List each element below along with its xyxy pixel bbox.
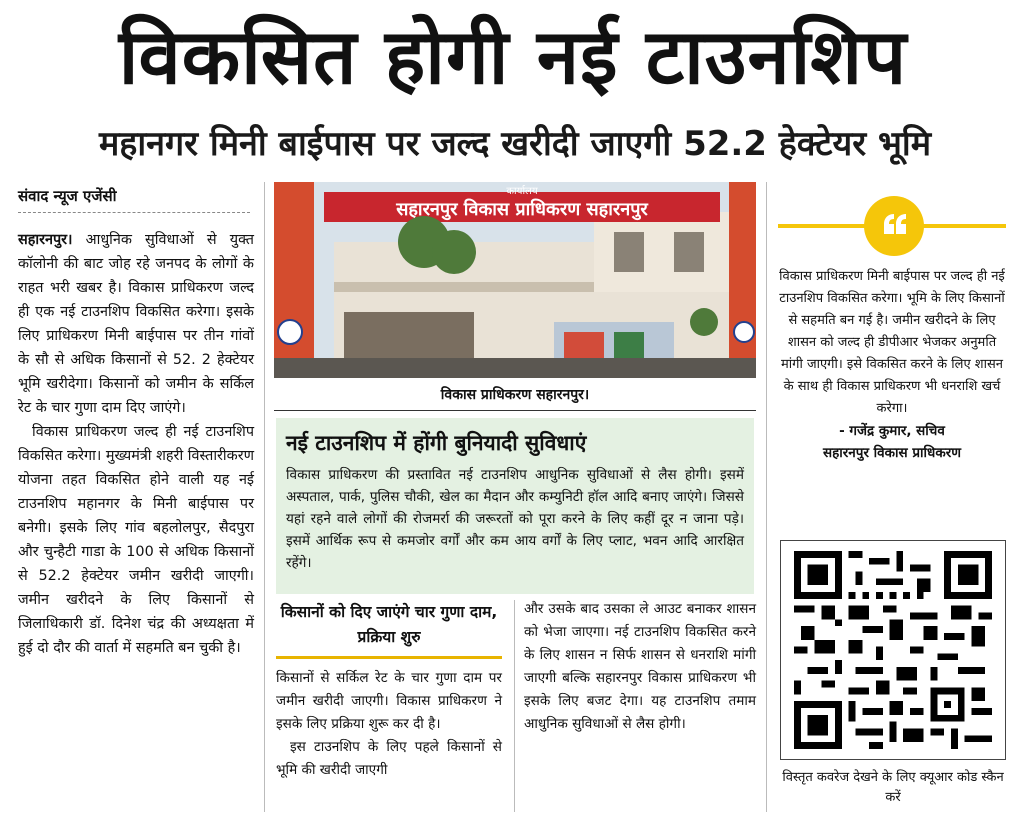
- facilities-box-body: विकास प्राधिकरण की प्रस्तावित नई टाउनशिप आधुनिक सुविधाओं से लैस होगी। इसमें अस्पताल, पार्क, पुलिस चौकी, खेल का मैदान और कम्युनिटी हॉल आदि बनाए जाएंगे। जिससे यहां रहने वाले लोगों की रोजमर्रा की जरूरतों को पूरा करने के लिए कहीं दूर न जाना पड़े। इसमें आर्थिक रूप से कमजोर वर्गों और कम आय वर्गों के लिए प्लाट, भवन आदि आरक्षित रहेंगे।: [286, 467, 744, 571]
- subsection-heading: किसानों को दिए जाएंगे चार गुणा दाम, प्रक्रिया शुरु: [280, 603, 498, 646]
- column-divider: [514, 600, 515, 812]
- continued-article-column: और उसके बाद उसका ले आउट बनाकर शासन को भेजा जाएगा। नई टाउनशिप विकसित करने के लिए शासन न सिर्फ शासन से धनराशि मांगी जाएगी बल्कि सहारनपुर विकास प्राधिकरण भी इसके लिए बजट देगा। यह टाउनशिप तमाम आधुनिक सुविधाओं से लैस होगी।: [524, 601, 756, 732]
- subheadline: महानगर मिनी बाईपास पर जल्द खरीदी जाएगी 52.2 हेक्टेयर भूमि: [98, 124, 932, 164]
- qr-code[interactable]: [780, 540, 1006, 760]
- quote-header: [778, 196, 1006, 256]
- middle-paragraph-1: किसानों से सर्किल रेट के चार गुणा दाम पर जमीन खरीदी जाएगी। विकास प्राधिकरण ने इसके लिए प्रक्रिया शुरू कर दी है।: [276, 670, 502, 732]
- caption-divider: [274, 410, 756, 411]
- middle-article-column: [276, 600, 502, 782]
- left-paragraph-1-text: आधुनिक सुविधाओं से युक्त कॉलोनी की बाट जोह रहे जनपद के लोगों के राहत भरी खबर है। विकास प्राधिकरण जल्द ही एक नई टाउनशिप विकसित करेगा। इसके लिए प्राधिकरण मिनी बाईपास पर तीन गांवों के सौ से अधिक किसानों से 52. 2 हेक्टेयर भूमि खरीदेगा। किसानों को जमीन के सर्किल रेट के चार गुणा दाम दिए जाएंगे।: [18, 232, 255, 416]
- middle-paragraph-2: इस टाउनशिप के लिए पहले किसानों से भूमि की खरीदी जाएगी: [276, 739, 502, 778]
- quote-signature-line1: - गजेंद्र कुमार, सचिव: [839, 423, 945, 439]
- office-sign-text: सहारनपुर विकास प्राधिकरण सहारनपुर: [396, 199, 648, 220]
- headline: विकसित होगी नई टाउनशिप: [118, 12, 908, 101]
- left-article-column: [18, 228, 254, 660]
- subsection-heading-rule: [276, 656, 502, 659]
- official-quote: विकास प्राधिकरण मिनी बाईपास पर जल्द ही नई टाउनशिप विकसित करेगा। भूमि के लिए किसानों से सहमति बन गई है। जमीन खरीदने के लिए शासन को जल्द ही डीपीआर भेजकर अनुमति मांगी जाएगी। इसे विकसित करने के लिए शासन के साथ ही विकास प्राधिकरण भी धनराशि खर्च करेगा।: [779, 269, 1005, 416]
- news-photo: [274, 182, 756, 378]
- column-divider: [766, 182, 767, 812]
- column-divider: [264, 182, 265, 812]
- byline-divider: [18, 212, 250, 213]
- quote-icon: [864, 196, 924, 256]
- left-paragraph-1: [18, 228, 254, 420]
- official-quote-column: [778, 196, 1006, 464]
- photo-building-illustration: [274, 182, 756, 378]
- left-paragraph-2: विकास प्राधिकरण जल्द ही नई टाउनशिप विकसित करेगा। मुख्यमंत्री शहरी विस्तारीकरण योजना तहत विकसित होने वाली यह नई टाउनशिप महानगर के मिनी बाईपास पर बनेगी। इसके लिए गांव बहलोलपुर, सैदपुरा और चुन्हैटी गाडा के 100 से अधिक किसानों से 52.2 हेक्टेयर जमीन खरीदी जाएगी। जमीन खरीदने के लिए किसानों से जिलाधिकारी डॉ. दिनेश चंद्र की अध्यक्षता में हुई दो दौर की वार्ता में सहमति बन चुकी है।: [18, 424, 254, 656]
- qr-caption: विस्तृत कवरेज देखने के लिए क्यूआर कोड स्कैन करें: [782, 770, 1004, 805]
- facilities-box: [276, 418, 754, 594]
- facilities-box-title: नई टाउनशिप में होंगी बुनियादी सुविधाएं: [286, 431, 587, 455]
- middle-article-body: [276, 667, 502, 782]
- photo-caption: विकास प्राधिकरण सहारनपुर।: [440, 387, 590, 403]
- quote-signature-line2: सहारनपुर विकास प्राधिकरण: [822, 445, 961, 461]
- qr-code-graphic: [791, 551, 995, 749]
- sign-small-text: कार्यालय: [506, 186, 538, 197]
- byline: संवाद न्यूज एजेंसी: [18, 187, 117, 205]
- dateline-place: सहारनपुर।: [18, 232, 73, 248]
